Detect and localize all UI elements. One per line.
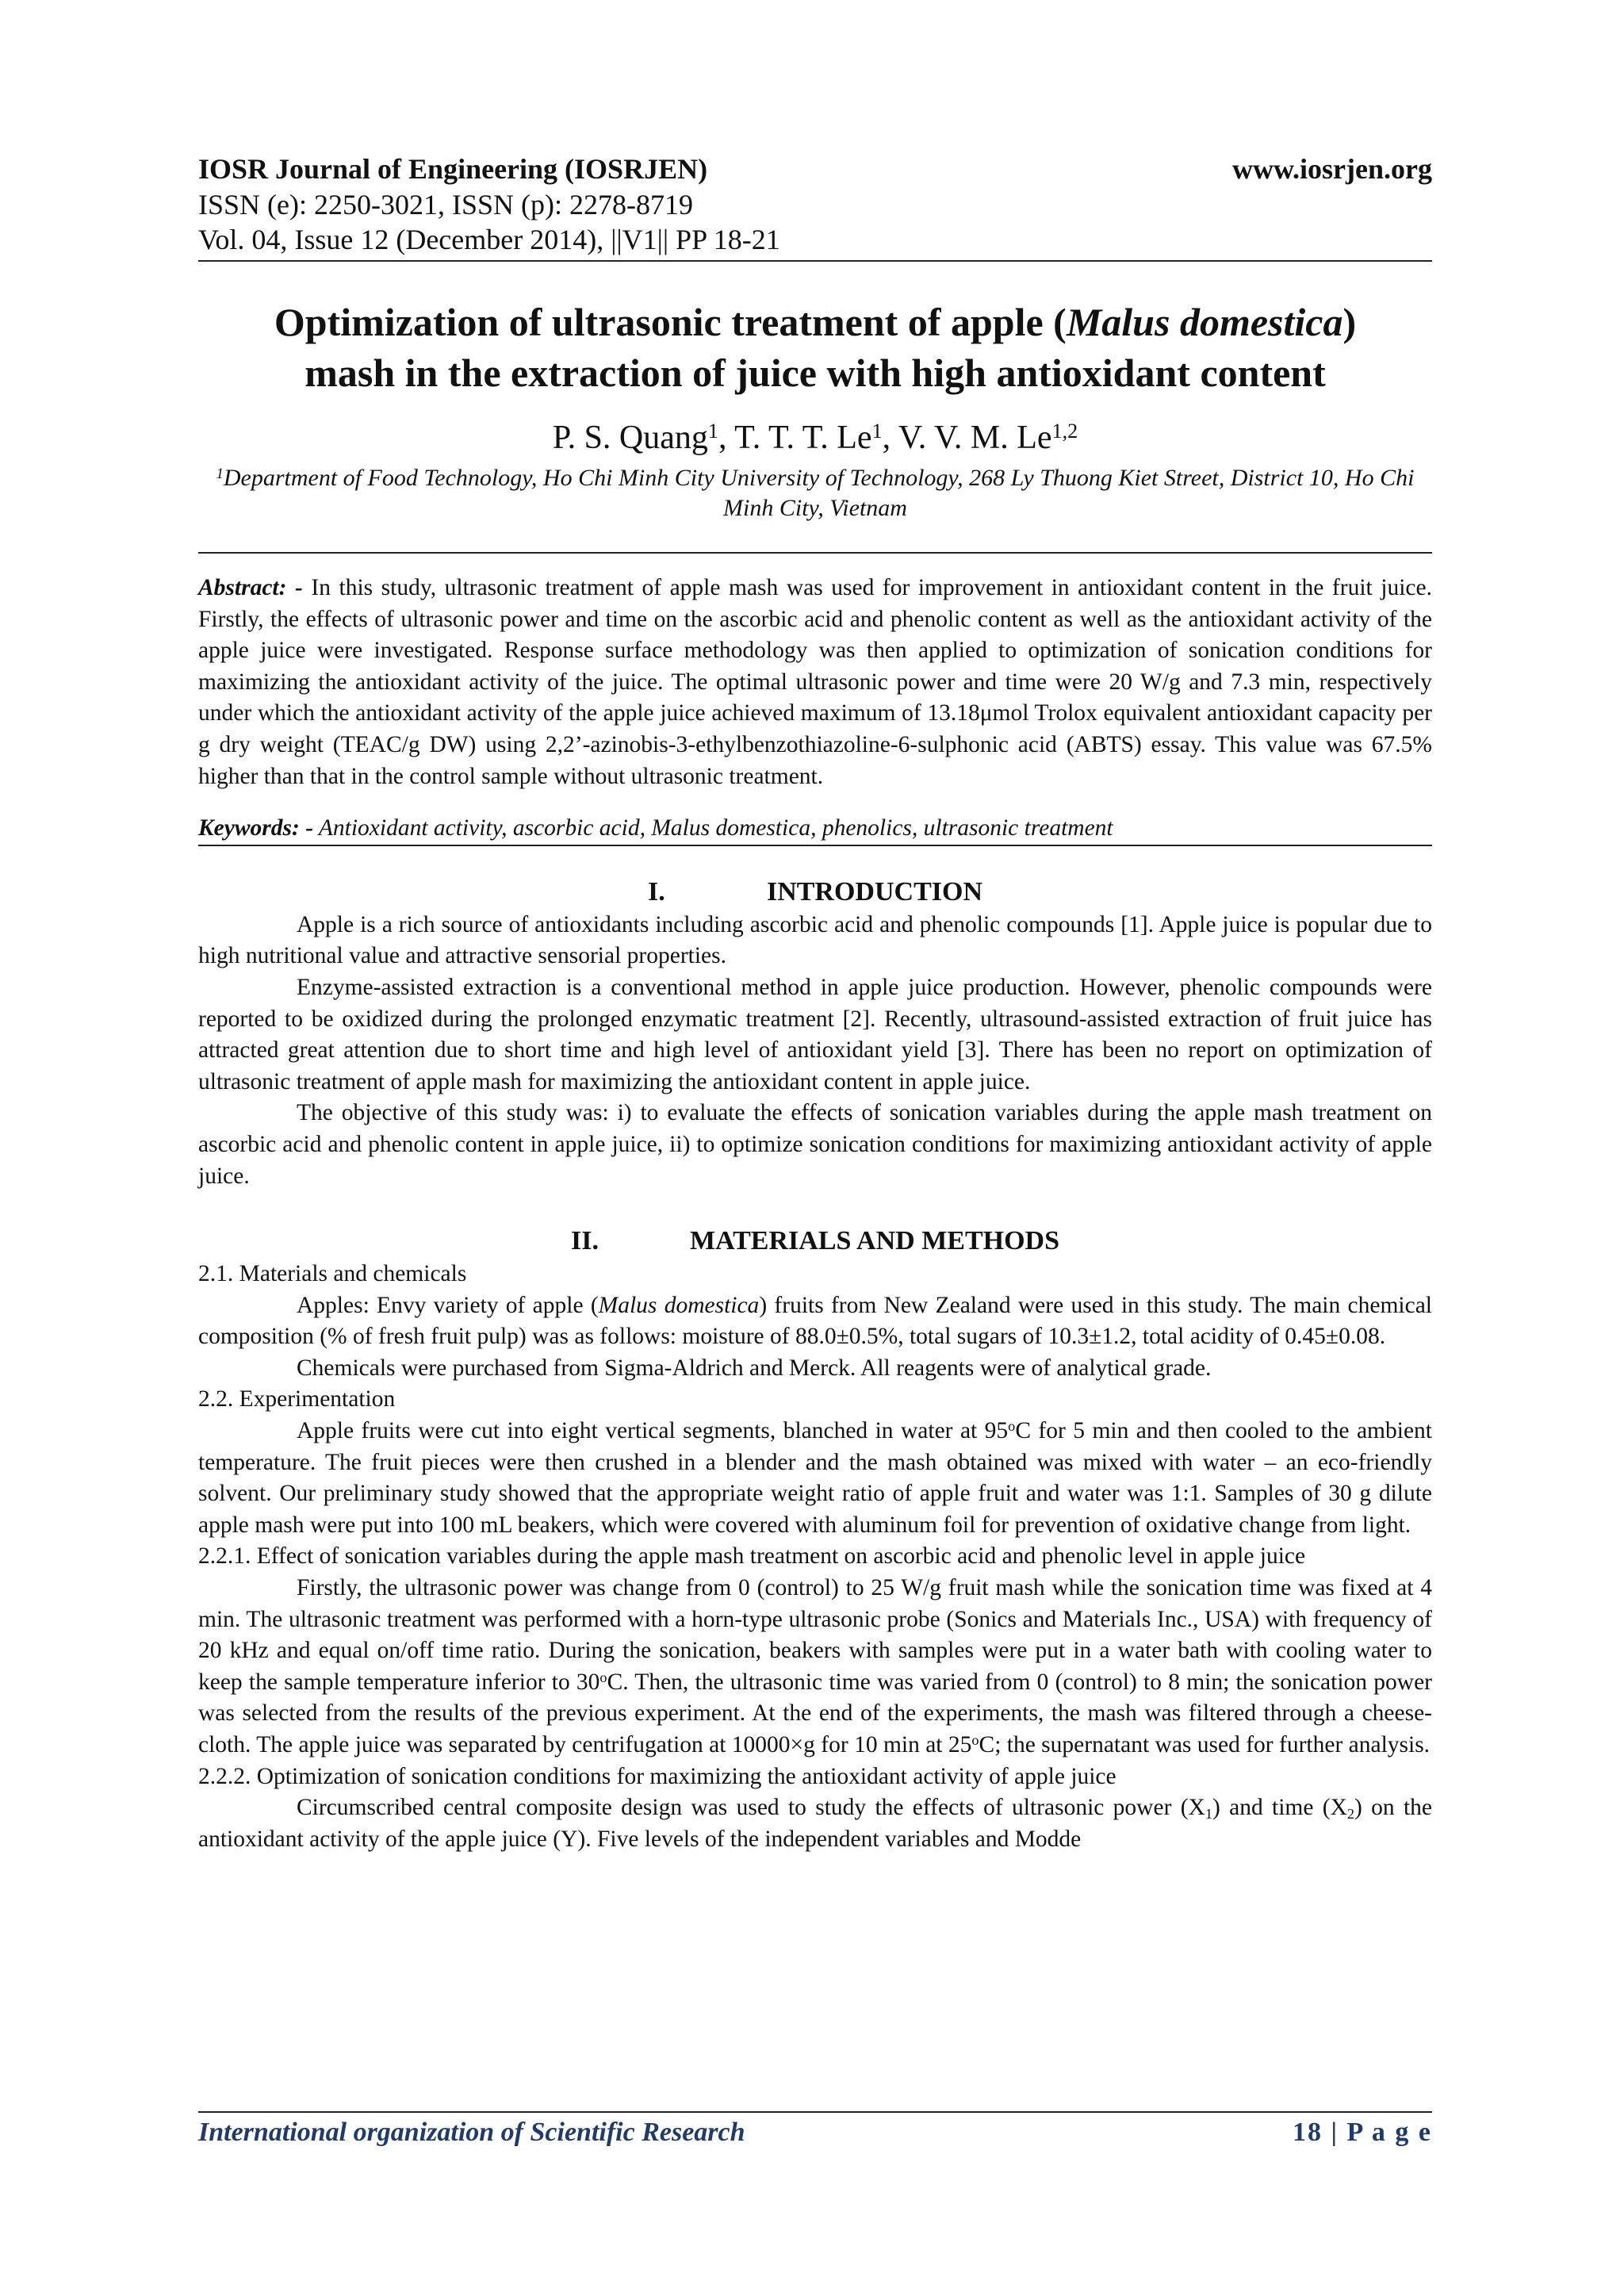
author-list <box>198 417 1432 458</box>
author-3: , V. V. M. Le <box>882 420 1052 456</box>
subsection-heading: 2.2.1. Effect of sonication variables during the apple mash treatment on ascorbic acid and phenolic level in apple juice <box>198 1543 1306 1570</box>
author-1: P. S. Quang <box>552 420 708 456</box>
author-3-sup: 1,2 <box>1051 419 1078 443</box>
keywords <box>198 813 1432 845</box>
species-name: Malus domestica <box>598 1292 760 1318</box>
keywords-label: Keywords: - <box>198 815 314 841</box>
title-part2: ) <box>1342 300 1357 344</box>
title-italic: Malus domestica <box>1066 300 1343 344</box>
paragraph <box>198 1416 1432 1541</box>
paragraph: Enzyme-assisted extraction is a conventional method in apple juice production. However, phenolic compounds were reported to be oxidized during the prolonged enzymatic treatment [2]. Recently, ultrasound-assisted extraction of fruit juice has attracted great attention due to short time and high level of antioxidant yield [3]. There has been no report on optimization of ultrasonic treatment of apple mash for maximizing the antioxidant content in apple juice. <box>198 974 1432 1094</box>
title-part1: Optimization of ultrasonic treatment of apple ( <box>274 300 1067 344</box>
paragraph <box>198 1290 1432 1353</box>
journal-name: IOSR Journal of Engineering (IOSRJEN) <box>198 153 708 185</box>
text-run: C. Then, the ultrasonic time was varied from 0 (control) to 8 min; the sonication power was selected from the results of the previous experiment. At the end of the experiments, the mash was filtered through a cheese-cloth. The apple juice was separated by centrifugation at 10000×g for 10 min at 25 <box>198 1669 1432 1757</box>
journal-header <box>198 151 1432 187</box>
introduction-body <box>198 910 1432 1192</box>
keywords-text: Antioxidant activity, ascorbic acid, Malus domestica, phenolics, ultrasonic treatment <box>313 815 1113 841</box>
text-run: C; the supernatant was used for further analysis. <box>979 1732 1431 1757</box>
subsection-heading: 2.2.2. Optimization of sonication conditions for maximizing the antioxidant activity of apple juice <box>198 1763 1116 1789</box>
text-run: C for 5 min and then cooled to the ambient temperature. The fruit pieces were then crushed in a blender and the mash obtained was mixed with water – an eco-friendly solvent. Our preliminary study showed that the appropriate weight ratio of apple fruit and water was 1:1. Samples of 30 g dilute apple mash were put into 100 mL beakers, which were covered with aluminum foil for prevention of oxidative change from light. <box>198 1418 1432 1538</box>
subscript: 1 <box>1205 1805 1212 1822</box>
degree-sup: o <box>1008 1417 1016 1434</box>
text-run: Apple fruits were cut into eight vertical segments, blanched in water at 95 <box>297 1418 1009 1444</box>
section-number: II. <box>571 1226 599 1256</box>
paragraph <box>198 1792 1432 1855</box>
subsection-heading: 2.2. Experimentation <box>198 1386 396 1412</box>
keywords-rule <box>198 845 1432 846</box>
text-run: Apples: Envy variety of apple ( <box>297 1292 599 1318</box>
section-title: MATERIALS AND METHODS <box>690 1226 1059 1256</box>
paragraph: Apple is a rich source of antioxidants including ascorbic acid and phenolic compounds [1]. Apple juice is popular due to high nutritional value and attractive sensorial properties. <box>198 911 1432 969</box>
abstract-top-rule <box>198 552 1432 554</box>
issn-line: ISSN (e): 2250-3021, ISSN (p): 2278-8719 <box>198 189 693 220</box>
degree-sup: o <box>971 1731 979 1748</box>
abstract <box>198 568 1432 792</box>
author-1-sup: 1 <box>707 419 718 443</box>
page-footer <box>198 2111 1432 2148</box>
paragraph: Chemicals were purchased from Sigma-Aldrich and Merck. All reagents were of analytical grade. <box>297 1355 1212 1381</box>
affiliation <box>198 463 1432 523</box>
text-run: Firstly, the ultrasonic power was change from 0 (control) to 25 W/g fruit mash while the sonication time was fixed at 4 min. The ultrasonic treatment was performed with a horn-type ultrasonic probe (Sonics and Materials Inc., USA) with frequency of 20 kHz and equal on/off time ratio. During the sonication, beakers with samples were put in a water bath with cooling water to keep the sample temperature inferior to 30 <box>198 1575 1432 1695</box>
text-run: ) and time (X <box>1212 1795 1347 1821</box>
text-run: ) fruits from New Zealand were used in this study. The main chemical composition (% of fresh fruit pulp) was as follows: moisture of 88.0±0.5%, total sugars of 10.3±1.2, total acidity of 0.45±0.08. <box>198 1292 1432 1350</box>
title-line2: mash in the extraction of juice with high antioxidant content <box>304 351 1326 395</box>
subsection-heading: 2.1. Materials and chemicals <box>198 1261 467 1287</box>
header-rule <box>198 260 1432 262</box>
text-run: Circumscribed central composite design was used to study the effects of ultrasonic power (X <box>297 1795 1205 1821</box>
journal-website[interactable]: www.iosrjen.org <box>1232 153 1432 185</box>
subscript: 2 <box>1346 1805 1355 1822</box>
paper-title <box>198 297 1432 398</box>
affiliation-sup: 1 <box>216 465 224 482</box>
author-2: , T. T. T. Le <box>718 420 872 456</box>
affiliation-text: Department of Food Technology, Ho Chi Minh City University of Technology, 268 Ly Thuong Kiet Street, District 10, Ho Chi Minh City, Vietnam <box>223 465 1415 521</box>
section-heading-introduction <box>198 875 1432 910</box>
paragraph: The objective of this study was: i) to evaluate the effects of sonication variables during the apple mash treatment on ascorbic acid and phenolic content in apple juice, ii) to optimize sonication conditions for maximizing antioxidant activity of apple juice. <box>198 1100 1432 1189</box>
abstract-label: Abstract: - <box>198 575 303 600</box>
paragraph <box>198 1573 1432 1761</box>
volume-line: Vol. 04, Issue 12 (December 2014), ||V1|| PP 18-21 <box>198 224 780 255</box>
methods-body <box>198 1259 1432 1855</box>
author-2-sup: 1 <box>871 419 883 443</box>
page-number: 18 | P a g e <box>1293 2118 1432 2147</box>
footer-organization: International organization of Scientific Research <box>198 2118 745 2147</box>
text-run: ) on the antioxidant activity of the apple juice (Y). Five levels of the independent variables and Modde <box>198 1795 1432 1852</box>
section-heading-methods <box>198 1224 1432 1259</box>
degree-sup: o <box>599 1669 607 1685</box>
section-number: I. <box>647 876 665 907</box>
paper-page <box>198 151 1432 1855</box>
abstract-text: In this study, ultrasonic treatment of apple mash was used for improvement in antioxidant content in the fruit juice. Firstly, the effects of ultrasonic power and time on the ascorbic acid and phenolic content as well as the antioxidant activity of the apple juice were investigated. Response surface methodology was then applied to optimization of sonication conditions for maximizing the antioxidant activity of the juice. The optimal ultrasonic power and time were 20 W/g and 7.3 min, respectively under which the antioxidant activity of the apple juice achieved maximum of 13.18μmol Trolox equivalent antioxidant capacity per g dry weight (TEAC/g DW) using 2,2’-azinobis-3-ethylbenzothiazoline-6-sulphonic acid (ABTS) essay. This value was 67.5% higher than that in the control sample without ultrasonic treatment. <box>198 575 1432 789</box>
section-title: INTRODUCTION <box>766 876 983 907</box>
